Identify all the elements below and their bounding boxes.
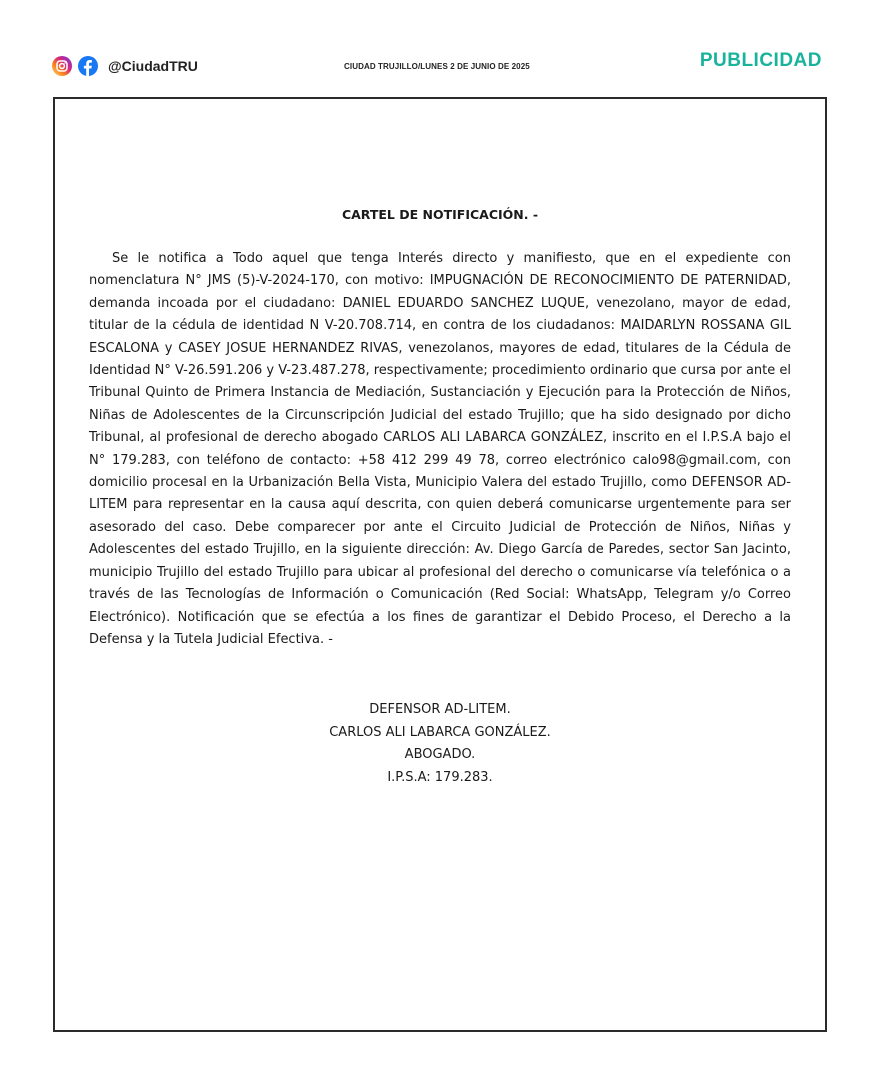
social-links xyxy=(52,55,198,77)
notice-body: Se le notifica a Todo aquel que tenga Interés directo y manifiesto, que en el expediente con nomenclatura N° JMS (5)-V-2024-170, con motivo: IMPUGNACIÓN DE RECONOCIMIENTO DE PATERNIDAD, demanda incoada por el ciudadano: DANIEL EDUARDO SANCHEZ LUQUE, venezolano, mayor de edad, titular de la cédula de identidad N V-20.708.714, en contra de los ciudadanos: MAIDARLYN ROSSANA GIL ESCALONA y CASEY JOSUE HERNANDEZ RIVAS, venezolanos, mayores de edad, titulares de la Cédula de Identidad N° V-26.591.206 y V-23.487.278, respectivamente; procedimiento ordinario que cursa por ante el Tribunal Quinto de Primera Instancia de Mediación, Sustanciación y Ejecución para la Protección de Niños, Niñas de Adolescentes de la Circunscripción Judicial del estado Trujillo; que ha sido designado por dicho Tribunal, al profesional de derecho abogado CARLOS ALI LABARCA GONZÁLEZ, inscrito en el I.P.S.A bajo el N° 179.283, con teléfono de contacto: +58 412 299 49 78, correo electrónico calo98@gmail.com, con domicilio procesal en la Urbanización Bella Vista, Municipio Valera del estado Trujillo, como DEFENSOR AD-LITEM para representar en la causa aquí descrita, con quien deberá comunicarse urgentemente para ser asesorado del caso. Debe comparecer por ante el Circuito Judicial de Protección de Niños, Niñas y Adolescentes del estado Trujillo, en la siguiente dirección: Av. Diego García de Paredes, sector San Jacinto, municipio Trujillo del estado Trujillo para ubicar al profesional del derecho o comunicarse vía telefónica o a través de las Tecnologías de Información o Comunicación (Red Social: WhatsApp, Telegram y/o Correo Electrónico). Notificación que se efectúa a los fines de garantizar el Debido Proceso, el Derecho a la Defensa y la Tutela Judicial Efectiva. - xyxy=(89,251,791,647)
notice-box xyxy=(53,97,827,1032)
dateline: CIUDAD TRUJILLO/LUNES 2 DE JUNIO DE 2025 xyxy=(344,62,530,71)
signature-name: CARLOS ALI LABARCA GONZÁLEZ. xyxy=(329,724,551,740)
page-header xyxy=(0,0,882,96)
instagram-icon[interactable] xyxy=(52,56,72,76)
facebook-icon[interactable] xyxy=(78,56,98,76)
section-label: PUBLICIDAD xyxy=(699,50,822,71)
notice-title: CARTEL DE NOTIFICACIÓN. - xyxy=(341,207,539,222)
signature-profession: ABOGADO. xyxy=(404,747,476,762)
signature-role: DEFENSOR AD-LITEM. xyxy=(369,702,511,717)
signature-block xyxy=(55,699,825,789)
social-handle[interactable]: @CiudadTRU xyxy=(108,58,198,74)
signature-registration: I.P.S.A: 179.283. xyxy=(387,769,493,785)
